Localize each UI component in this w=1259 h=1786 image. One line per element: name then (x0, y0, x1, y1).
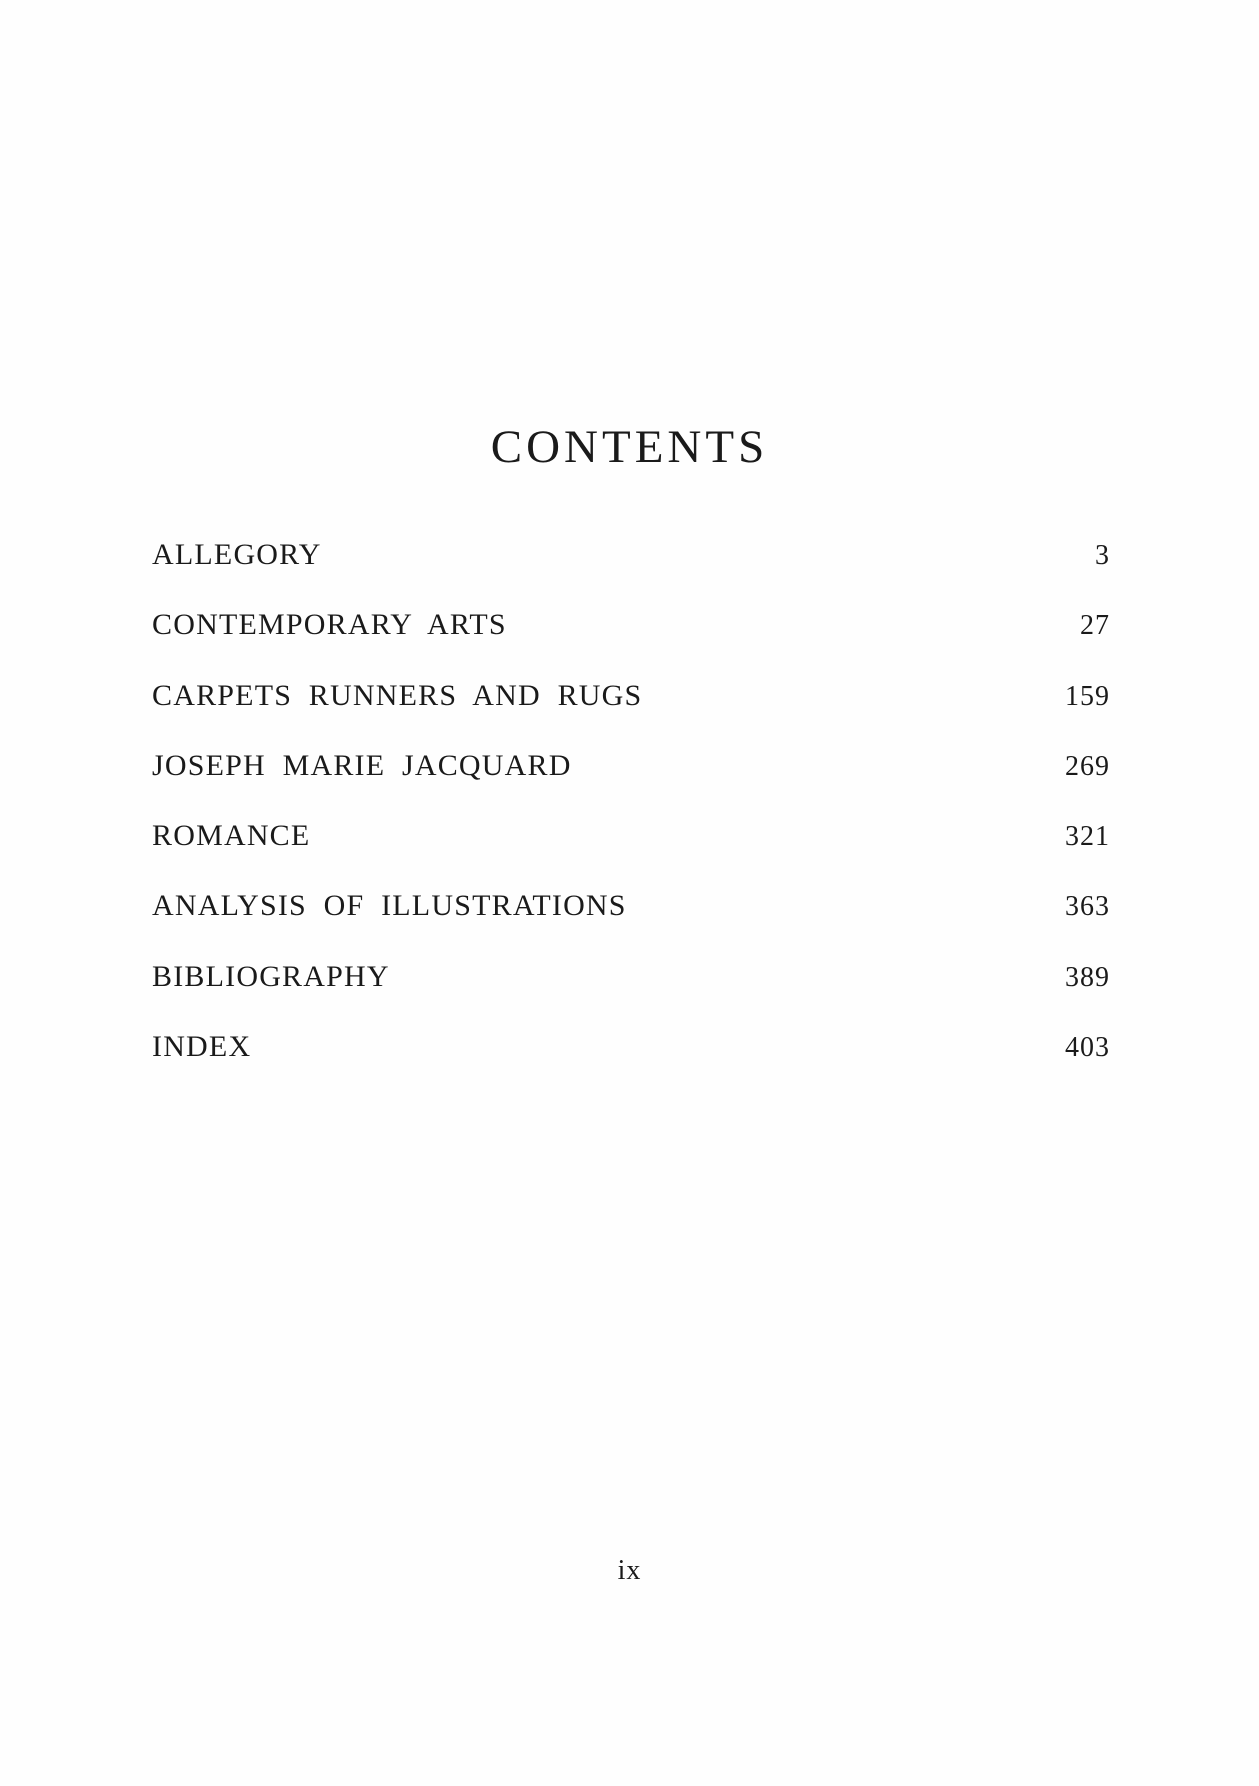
toc-entry (152, 818, 1112, 888)
toc-entry-label: BIBLIOGRAPHY (152, 959, 390, 993)
toc-entry-label: JOSEPH MARIE JACQUARD (152, 748, 572, 782)
toc-entry-page: 321 (1065, 821, 1110, 853)
toc-entry (152, 748, 1112, 818)
toc-entry (152, 959, 1112, 1029)
toc-entry-label: CONTEMPORARY ARTS (152, 608, 507, 642)
toc-entry-page: 403 (1065, 1032, 1110, 1064)
toc-entry (152, 1029, 1112, 1099)
toc-entry (152, 607, 1112, 677)
toc-entry-label: ROMANCE (152, 819, 311, 853)
toc-entry-page: 27 (1080, 610, 1110, 642)
toc-entry (152, 678, 1112, 748)
toc-entry (152, 888, 1112, 958)
toc-entry-page: 3 (1095, 540, 1110, 571)
toc-entry-page: 389 (1065, 961, 1110, 993)
toc-entry-page: 363 (1065, 891, 1110, 923)
toc-entry-label: CARPETS RUNNERS AND RUGS (152, 678, 643, 712)
toc-entry-label: ANALYSIS OF ILLUSTRATIONS (152, 889, 627, 923)
toc-entry-label: ALLEGORY (152, 538, 322, 571)
toc-entry-label: INDEX (152, 1030, 252, 1064)
table-of-contents (152, 537, 1112, 1099)
toc-entry-page: 159 (1065, 680, 1110, 712)
toc-entry-page: 269 (1065, 750, 1110, 782)
toc-entry (152, 537, 1112, 607)
page-title: CONTENTS (490, 421, 769, 473)
page-number: ix (617, 1555, 642, 1586)
